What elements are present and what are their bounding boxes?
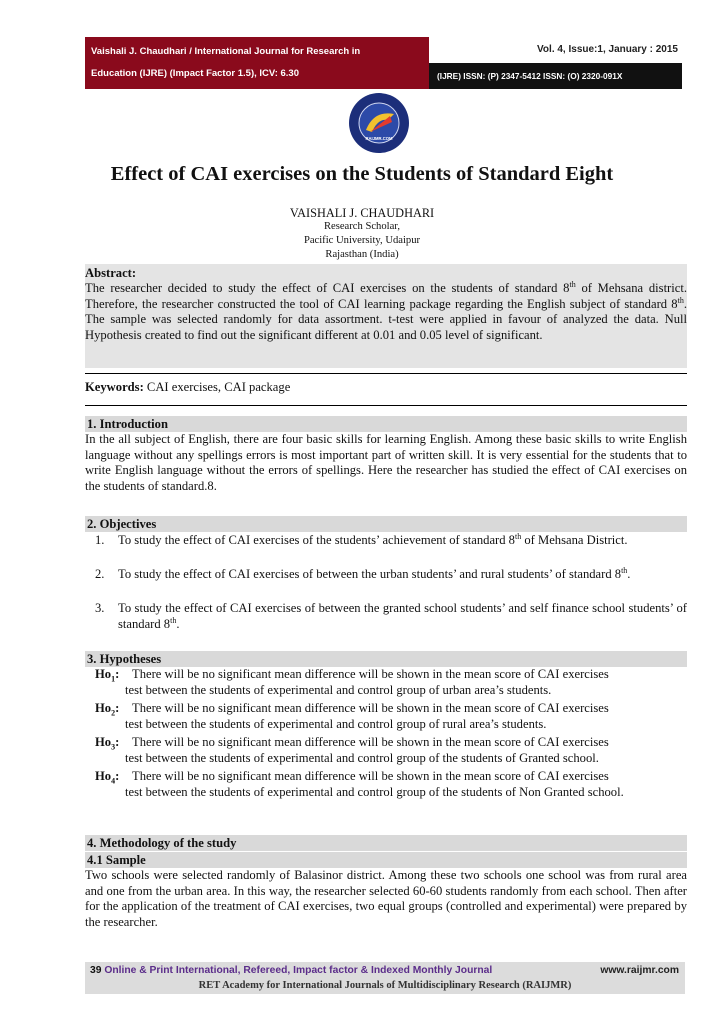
keywords: Keywords: CAI exercises, CAI package xyxy=(85,380,291,394)
footer-journal-line: 39 Online & Print International, Refereed, Impact factor & Indexed Monthly Journal xyxy=(90,965,493,976)
introduction-text: In the all subject of English, there are four basic skills for learning English. Among these basic skills to write English language without any spellings errors is most important part of written skill. It is very essential for the students that to write English language without the errors of spellings. Here the researcher has studied the effect of CAI exercises on the students of standard.8. xyxy=(85,432,687,493)
section-heading-objectives: 2. Objectives xyxy=(85,516,687,532)
divider xyxy=(85,373,687,374)
issue-info xyxy=(429,37,682,63)
paper-title: Effect of CAI exercises on the Students of Standard Eight xyxy=(110,163,614,185)
methodology-text: Two schools were selected randomly of Balasinor district. Among these two schools one school was from rural area and one from the urban area. In this way, the researcher selected 60-60 students randomly from each school. Then after for the application of the treatment of CAI exercises, two equal groups (controlled and experimental) were prepared by the researcher. xyxy=(85,868,687,929)
author-role: Research Scholar, xyxy=(323,221,401,232)
subsection-heading-sample: 4.1 Sample xyxy=(85,852,687,868)
raijmr-logo xyxy=(348,92,410,154)
divider xyxy=(85,405,687,406)
page-number: 39 xyxy=(90,965,102,976)
footer-publisher: RET Academy for International Journals of Multidisciplinary Research (RAIJMR) xyxy=(198,980,572,991)
section-heading-introduction: 1. Introduction xyxy=(85,416,687,432)
author-name: VAISHALI J. CHAUDHARI xyxy=(289,206,435,220)
issn-info xyxy=(429,63,682,89)
issn-text: (IJRE) ISSN: (P) 2347-5412 ISSN: (O) 2320-091X xyxy=(437,71,623,81)
journal-header-left xyxy=(85,37,429,89)
journal-title-line2: Education (IJRE) (Impact Factor 1.5), ICV: 6.30 xyxy=(91,68,299,79)
abstract-heading: Abstract: xyxy=(85,266,137,280)
author-location: Rajasthan (India) xyxy=(325,249,399,260)
volume-issue: Vol. 4, Issue:1, January : 2015 xyxy=(537,44,678,55)
footer-url-link[interactable]: www.raijmr.com xyxy=(600,965,679,976)
abstract-text: The researcher decided to study the effect of CAI exercises on the students of standard 8th of Mehsana district. Therefore, the researcher constructed the tool of CAI learning package regarding the English subject of standard 8th. The sample was selected randomly for data assortment. t-test were applied in favour of analyzed the data. Null Hypothesis created to find out the significant different at 0.01 and 0.05 level of significant. xyxy=(85,279,687,342)
journal-title-line1: Vaishali J. Chaudhari / International Journal for Research in xyxy=(91,46,361,57)
section-heading-methodology: 4. Methodology of the study xyxy=(85,835,687,851)
page-footer xyxy=(85,962,685,994)
section-heading-hypotheses: 3. Hypotheses xyxy=(85,651,687,667)
author-university: Pacific University, Udaipur xyxy=(303,235,421,246)
logo-text: RAIJMR.COM xyxy=(365,136,393,141)
